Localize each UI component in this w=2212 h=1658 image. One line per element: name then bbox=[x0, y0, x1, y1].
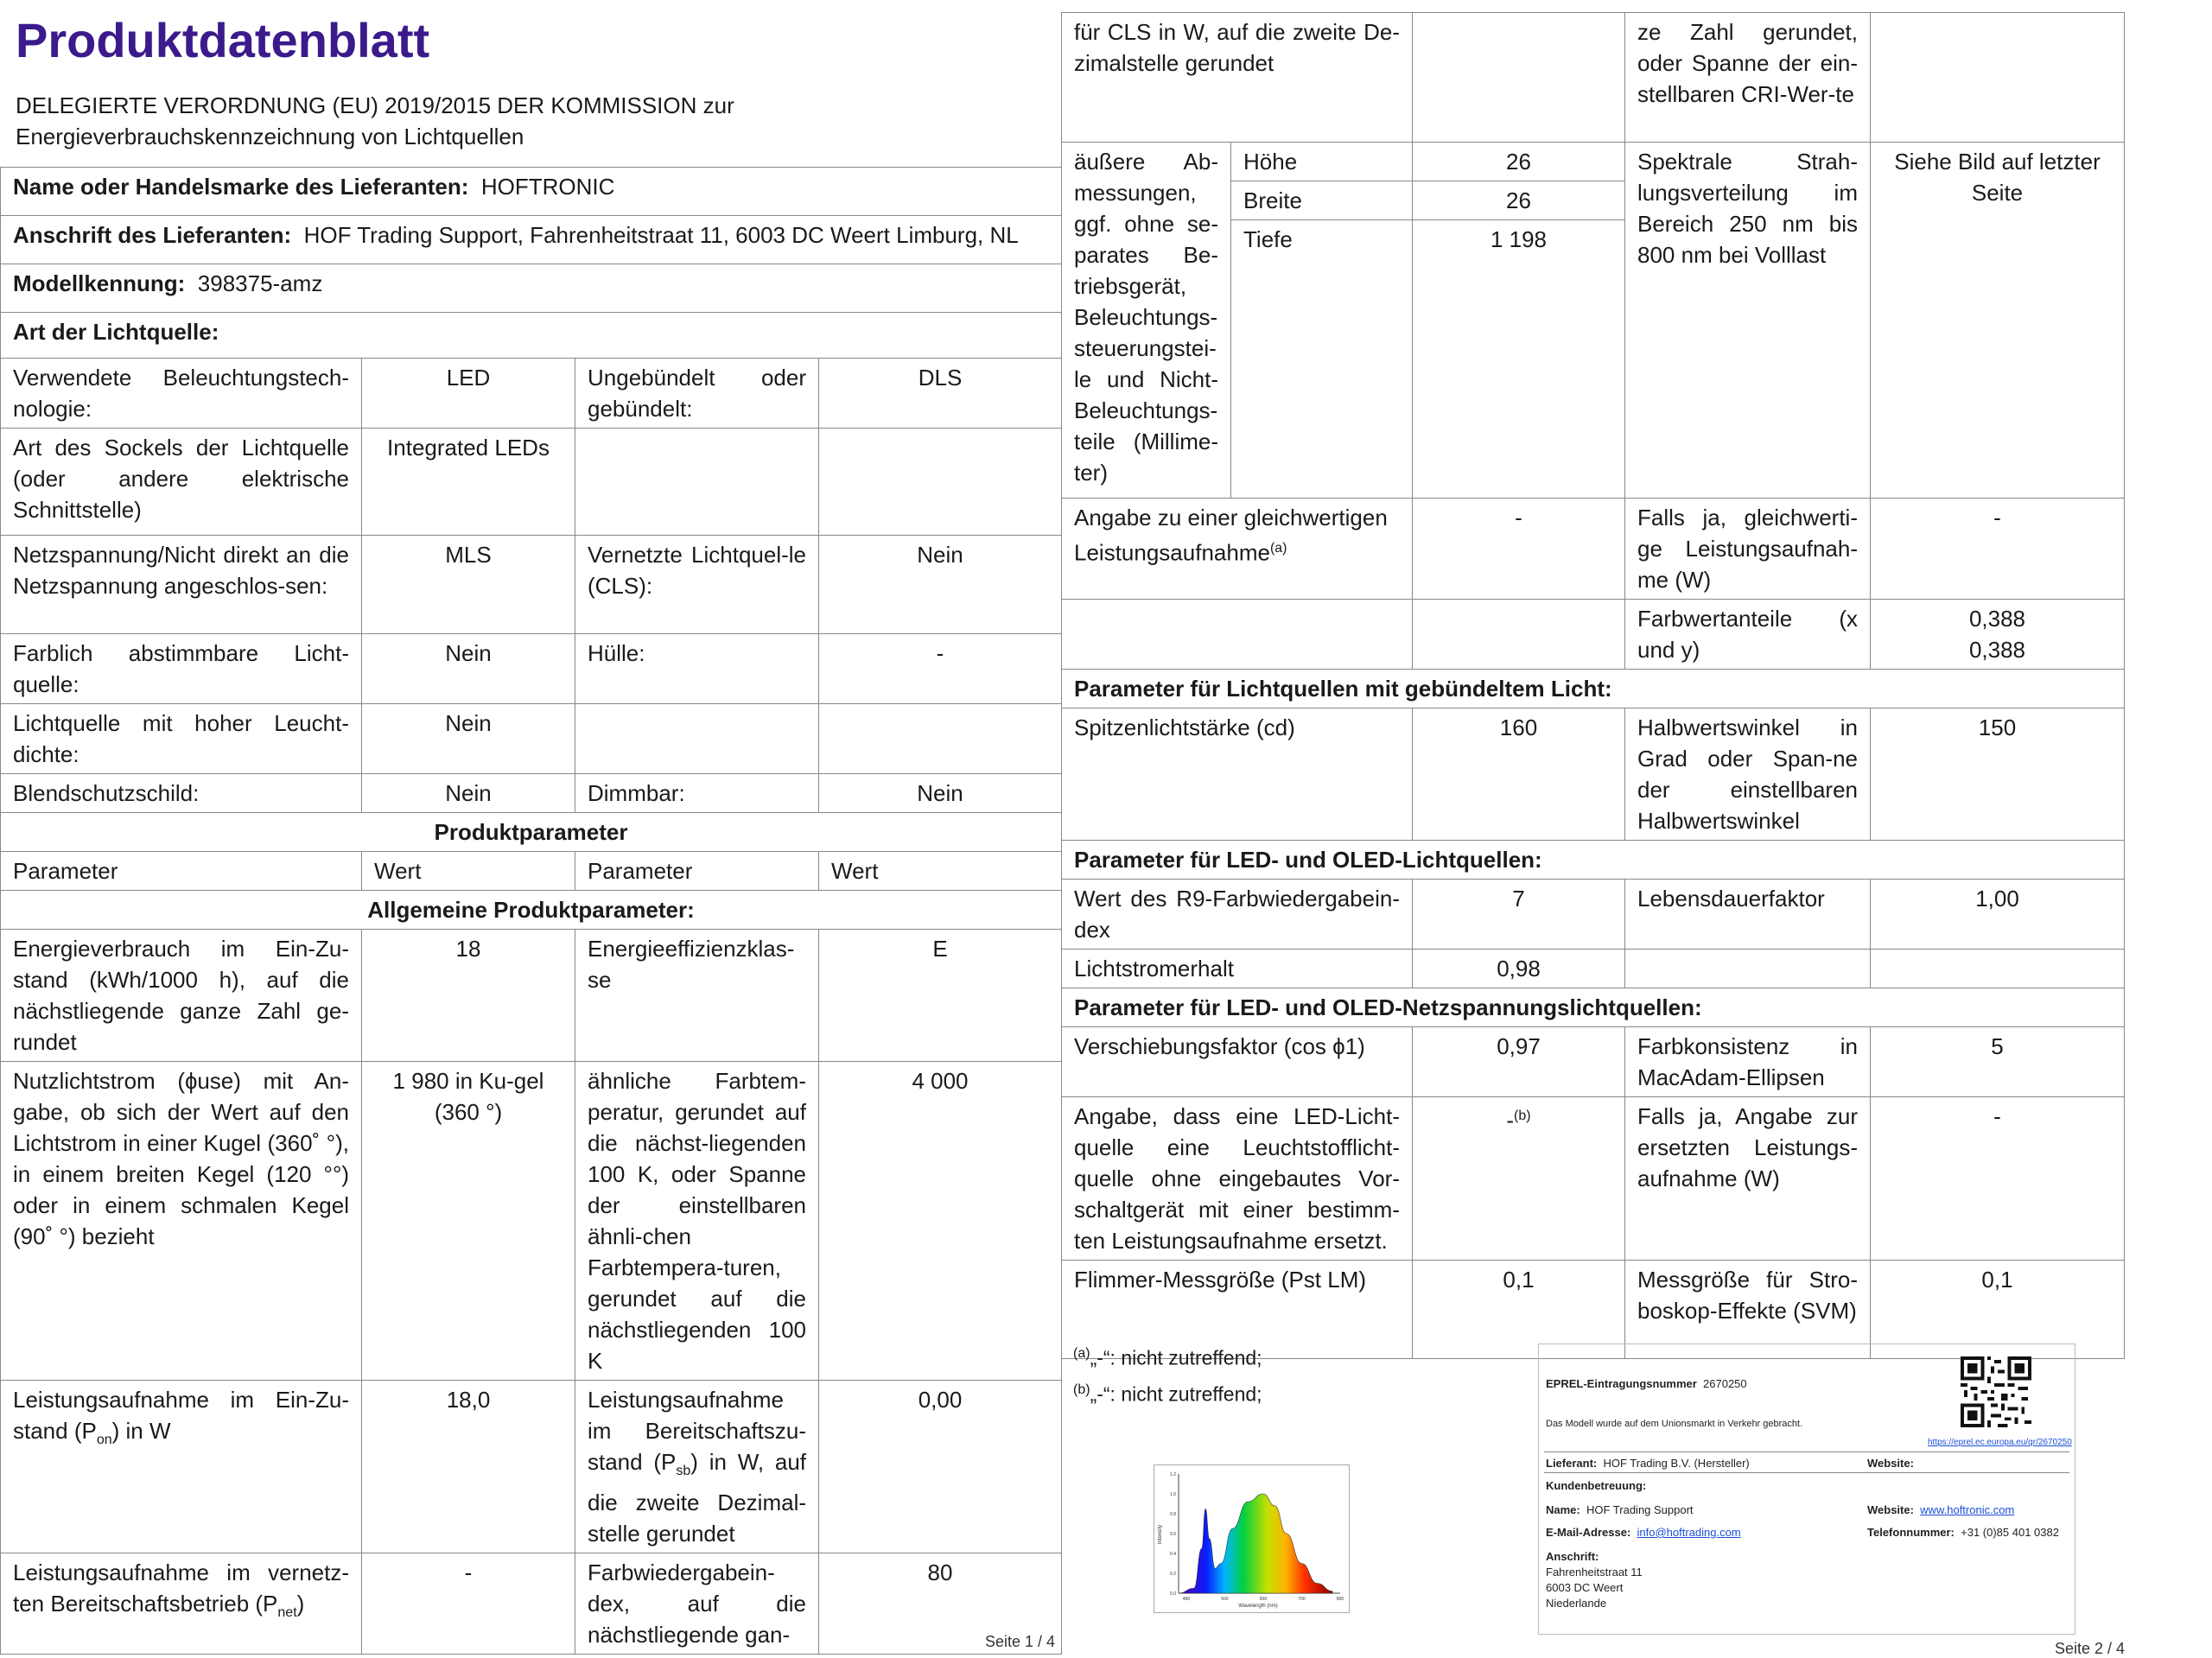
svm-value: 0,1 bbox=[1871, 1261, 2125, 1359]
tunable-label: Farblich abstimmbare Licht-quelle: bbox=[1, 634, 362, 704]
col-value-1: Wert bbox=[362, 852, 575, 891]
dls-heading: Parameter für Lichtquellen mit gebündeltem Licht: bbox=[1062, 670, 2125, 708]
tunable-value: Nein bbox=[362, 634, 575, 704]
regulation-subtitle: DELEGIERTE VERORDNUNG (EU) 2019/2015 DER KOMMISSION zur Energieverbrauchskennzeichnung von Lichtquellen bbox=[16, 92, 734, 149]
r9-value: 7 bbox=[1413, 880, 1625, 950]
page-title: Produktdatenblatt bbox=[16, 13, 430, 67]
mains-label: Netzspannung/Nicht direkt an die Netzspannung angeschlos-sen: bbox=[1, 536, 362, 634]
width-label: Breite bbox=[1231, 181, 1413, 220]
cct-label: ähnliche Farbtem-peratur, gerundet auf die nächst-liegenden 100 K, oder Spanne der einstellbaren ähnli-chen Farbtempera-turen, gerundet auf die nächstliegenden 100 K bbox=[575, 1062, 819, 1381]
eprel-addr-line1: Fahrenheitstraat 11 bbox=[1546, 1566, 1643, 1579]
dispf-value: 0,97 bbox=[1413, 1027, 1625, 1097]
mains-heading: Parameter für LED- und OLED-Netzspannungslichtquellen: bbox=[1062, 988, 2125, 1027]
focus-label: Ungebündelt oder gebündelt: bbox=[575, 359, 819, 429]
eprel-service-heading: Kundenbetreuung: bbox=[1546, 1479, 1647, 1492]
eprel-phone: Telefonnummer: +31 (0)85 401 0382 bbox=[1867, 1526, 2059, 1539]
col-param-2: Parameter bbox=[575, 852, 819, 891]
peak-value: 160 bbox=[1413, 708, 1625, 841]
equiv-power-value: - bbox=[1871, 499, 2125, 600]
cls-value: Nein bbox=[819, 536, 1062, 634]
qr-link[interactable]: https://eprel.ec.europa.eu/qr/2670250 bbox=[1928, 1438, 2072, 1447]
r9-label: Wert des R9-Farbwiedergabein-dex bbox=[1062, 880, 1413, 950]
cls-label: Vernetzte Lichtquel-le (CLS): bbox=[575, 536, 819, 634]
eprel-reg: EPREL-Eintragungsnummer 2670250 bbox=[1546, 1377, 1747, 1390]
energy-label: Energieverbrauch im Ein-Zu-stand (kWh/1000 h), auf die nächstliegende ganze Zahl ge-rundet bbox=[1, 930, 362, 1062]
cct-value: 4 000 bbox=[819, 1062, 1062, 1381]
col-param-1: Parameter bbox=[1, 852, 362, 891]
address-row: Anschrift des Lieferanten: HOF Trading Support, Fahrenheitstraat 11, 6003 DC Weert Limburg, NL bbox=[1, 216, 1062, 264]
led-heading: Parameter für LED- und OLED-Lichtquellen: bbox=[1062, 841, 2125, 880]
eprel-website-label-1: Website: bbox=[1867, 1457, 1914, 1470]
flux-label: Nutzlichtstrom (ɸuse) mit An-gabe, ob sich der Wert auf den Lichtstrom in einer Kugel (360˚ °), in einem breiten Kegel (120 °°) oder in einem schmalen Kegel (90˚ °) bezieht bbox=[1, 1062, 362, 1381]
svm-label: Messgröße für Stro-boskop-Effekte (SVM) bbox=[1625, 1261, 1871, 1359]
product-params-heading: Produktparameter bbox=[1, 813, 1062, 852]
y-tick-label: 0.2 bbox=[1170, 1572, 1176, 1577]
replace-power-label: Falls ja, Angabe zur ersetzten Leistungs-aufnahme (W) bbox=[1625, 1097, 1871, 1261]
eprel-website: Website: www.hoftronic.com bbox=[1867, 1503, 2015, 1516]
tech-value: LED bbox=[362, 359, 575, 429]
eprel-name: Name: HOF Trading Support bbox=[1546, 1503, 1694, 1516]
antiglare-value: Nein bbox=[362, 774, 575, 813]
tech-label: Verwendete Beleuchtungstech-nologie: bbox=[1, 359, 362, 429]
depth-value: 1 198 bbox=[1413, 220, 1625, 499]
spectrum-chart bbox=[1154, 1464, 1350, 1613]
eprel-box bbox=[1538, 1344, 2075, 1635]
depth-label: Tiefe bbox=[1231, 220, 1413, 499]
maint-label: Lichtstromerhalt bbox=[1062, 950, 1413, 988]
x-axis-label: Wavelength (nm) bbox=[1238, 1604, 1278, 1609]
envelope-label: Hülle: bbox=[575, 634, 819, 704]
replace-power-value: - bbox=[1871, 1097, 2125, 1261]
width-value: 26 bbox=[1413, 181, 1625, 220]
pnet-label: Leistungsaufnahme im vernetz-ten Bereitschaftsbetrieb $(P_{net})$ bbox=[1, 1553, 362, 1655]
energy-value: 18 bbox=[362, 930, 575, 1062]
beam-label: Halbwertswinkel in Grad oder Span-ne der einstellbaren Halbwertswinkel bbox=[1625, 708, 1871, 841]
class-value: E bbox=[819, 930, 1062, 1062]
cont-cri: ze Zahl gerundet, oder Spanne der ein-stellbaren CRI-Wer-te bbox=[1625, 13, 1871, 143]
params-table-continued bbox=[1061, 12, 2125, 1359]
height-value: 26 bbox=[1413, 143, 1625, 181]
psb-label: Leistungsaufnahme im Bereitschaftszu-stand $(P_{sb})$ in W, auf die zweite Dezimal-stelle gerundet bbox=[575, 1381, 819, 1553]
general-heading: Allgemeine Produktparameter: bbox=[1, 891, 1062, 930]
email-link[interactable]: info@hoftrading.com bbox=[1637, 1526, 1741, 1539]
spd-label: Spektrale Strah-lungsverteilung im Bereich 250 nm bis 800 nm bei Volllast bbox=[1625, 143, 1871, 499]
height-label: Höhe bbox=[1231, 143, 1413, 181]
page-number: Seite 2 / 4 bbox=[2055, 1640, 2126, 1657]
footnote-a: $^{(a)}$„-“: nicht zutreffend; bbox=[1073, 1346, 1262, 1369]
eprel-email: E-Mail-Adresse: info@hoftrading.com bbox=[1546, 1526, 1741, 1539]
pon-label: Leistungsaufnahme im Ein-Zu-stand $(P_{on})$ in W bbox=[1, 1381, 362, 1553]
y-tick-label: 0.0 bbox=[1170, 1591, 1176, 1597]
class-label: Energieeffizienzklas-se bbox=[575, 930, 819, 1062]
eprel-market-note: Das Modell wurde auf dem Unionsmarkt in Verkehr gebracht. bbox=[1546, 1419, 1803, 1429]
survival-label: Lebensdauerfaktor bbox=[1625, 880, 1871, 950]
x-tick-label: 500 bbox=[1221, 1597, 1229, 1602]
page-number: Seite 1 / 4 bbox=[985, 1633, 1056, 1650]
col-value-2: Wert bbox=[819, 852, 1062, 891]
x-tick-label: 400 bbox=[1182, 1597, 1191, 1602]
colcons-value: 5 bbox=[1871, 1027, 2125, 1097]
x-tick-label: 800 bbox=[1336, 1597, 1344, 1602]
mains-value: MLS bbox=[362, 536, 575, 634]
maint-value: 0,98 bbox=[1413, 950, 1625, 988]
flicker-value: 0,1 bbox=[1413, 1261, 1625, 1359]
x-tick-label: 600 bbox=[1259, 1597, 1268, 1602]
y-tick-label: 0.4 bbox=[1170, 1552, 1176, 1557]
y-axis-label: Intensity bbox=[1158, 1524, 1163, 1545]
dimmable-label: Dimmbar: bbox=[575, 774, 819, 813]
page-1 bbox=[0, 0, 1071, 1650]
supplier-table bbox=[0, 167, 1062, 359]
survival-value: 1,00 bbox=[1871, 880, 2125, 950]
eprel-addr-line3: Niederlande bbox=[1546, 1597, 1607, 1610]
flicker-label: Flimmer-Messgröße (Pst LM) bbox=[1062, 1261, 1413, 1359]
psb-value: 0,00 bbox=[819, 1381, 1062, 1553]
dimmable-value: Nein bbox=[819, 774, 1062, 813]
chroma-value: 0,388 0,388 bbox=[1871, 600, 2125, 670]
equiv-power-label: Falls ja, gleichwerti-ge Leistungsaufnah-me (W) bbox=[1625, 499, 1871, 600]
eprel-addr-line2: 6003 DC Weert bbox=[1546, 1581, 1624, 1594]
spectrum-area bbox=[1179, 1494, 1332, 1593]
y-tick-label: 1.2 bbox=[1170, 1472, 1176, 1477]
peak-label: Spitzenlichtstärke (cd) bbox=[1062, 708, 1413, 841]
model-row: Modellkennung: 398375-amz bbox=[1, 264, 1062, 313]
socket-value: Integrated LEDs bbox=[362, 429, 575, 536]
pon-value: 18,0 bbox=[362, 1381, 575, 1553]
socket-label: Art des Sockels der Lichtquelle (oder andere elektrische Schnittstelle) bbox=[1, 429, 362, 536]
eprel-supplier: Lieferant: HOF Trading B.V. (Hersteller) bbox=[1546, 1457, 1750, 1470]
footnote-b: $^{(b)}$„-“: nicht zutreffend; bbox=[1073, 1382, 1262, 1406]
x-tick-label: 700 bbox=[1298, 1597, 1306, 1602]
type-heading: Art der Lichtquelle: bbox=[1, 313, 1062, 359]
replace-value: -$^{(b)}$ bbox=[1413, 1097, 1625, 1261]
dispf-label: Verschiebungsfaktor (cos ϕ1) bbox=[1062, 1027, 1413, 1097]
website-link[interactable]: www.hoftronic.com bbox=[1920, 1503, 2015, 1516]
cri-value: 80 bbox=[819, 1553, 1062, 1655]
cri-label: Farbwiedergabein-dex, auf die nächstliegende gan- bbox=[575, 1553, 819, 1655]
y-tick-label: 0.8 bbox=[1170, 1512, 1176, 1517]
highlum-label: Lichtquelle mit hoher Leucht-dichte: bbox=[1, 704, 362, 774]
replace-label: Angabe, dass eine LED-Licht-quelle eine Leuchtstofflicht-quelle ohne eingebautes Vor-schaltgerät mit einer bestimm-ten Leistungsaufnahme ersetzt. bbox=[1062, 1097, 1413, 1261]
dims-label: äußere Ab-messungen, ggf. ohne se-parates Be-triebsgerät, Beleuchtungs-steuerungstei-le und Nicht-Beleuchtungs-teile (Millime-ter) bbox=[1062, 143, 1231, 499]
envelope-value: - bbox=[819, 634, 1062, 704]
y-tick-label: 1.0 bbox=[1170, 1492, 1176, 1497]
flux-value: 1 980 in Ku-gel (360 °) bbox=[362, 1062, 575, 1381]
chroma-label: Farbwertanteile (x und y) bbox=[1625, 600, 1871, 670]
colcons-label: Farbkonsistenz in MacAdam-Ellipsen bbox=[1625, 1027, 1871, 1097]
y-tick-label: 0.6 bbox=[1170, 1532, 1176, 1537]
highlum-value: Nein bbox=[362, 704, 575, 774]
lightsource-table bbox=[0, 358, 1062, 1655]
spd-value: Siehe Bild auf letzter Seite bbox=[1871, 143, 2125, 499]
supplier-row: Name oder Handelsmarke des Lieferanten: HOFTRONIC bbox=[1, 168, 1062, 216]
equiv-value: - bbox=[1413, 499, 1625, 600]
eprel-addr-label: Anschrift: bbox=[1546, 1550, 1599, 1563]
pnet-value: - bbox=[362, 1553, 575, 1655]
focus-value: DLS bbox=[819, 359, 1062, 429]
qr-code-icon[interactable] bbox=[1961, 1356, 2031, 1427]
equiv-label: Angabe zu einer gleichwertigen Leistungsaufnahme$^{(a)}$ bbox=[1062, 499, 1413, 600]
spectrum-svg bbox=[1154, 1465, 1349, 1612]
antiglare-label: Blendschutzschild: bbox=[1, 774, 362, 813]
beam-value: 150 bbox=[1871, 708, 2125, 841]
cont-label: für CLS in W, auf die zweite De-zimalstelle gerundet bbox=[1062, 13, 1413, 143]
